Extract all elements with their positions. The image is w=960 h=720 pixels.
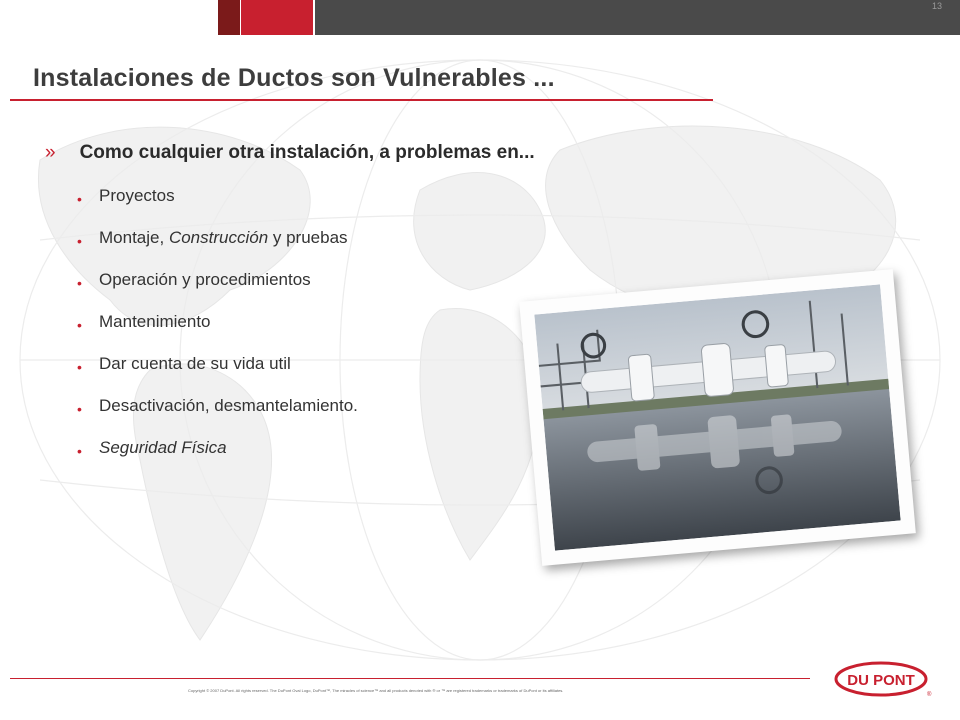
bullet-dot-icon: •: [77, 233, 82, 249]
registered-mark: ®: [927, 692, 932, 698]
top-bar: [0, 0, 960, 35]
bullet-dot-icon: •: [77, 443, 82, 459]
bullet-item-seguridad-fisica: [75, 435, 358, 477]
bullet-text: Desactivación, desmantelamiento.: [99, 396, 358, 415]
lead-point: [45, 142, 535, 164]
bullet-text: Mantenimiento: [99, 312, 211, 331]
bullet-item-vida-util: [75, 351, 358, 393]
lead-point-text: Como cualquier otra instalación, a problemas en...: [79, 142, 535, 163]
bullet-dot-icon: •: [77, 275, 82, 291]
bullet-dot-icon: •: [77, 317, 82, 333]
photo-frame: [519, 269, 916, 566]
bullet-dot-icon: •: [77, 401, 82, 417]
footer-rule: [10, 678, 810, 679]
bullet-dot-icon: •: [77, 191, 82, 207]
bullet-text: Dar cuenta de su vida util: [99, 354, 291, 373]
top-bar-dark-red-block: [218, 0, 240, 35]
page-number: 13: [931, 1, 942, 11]
bullet-dot-icon: •: [77, 359, 82, 375]
pipeline-photo: [519, 269, 916, 566]
pipeline-flooded-photo: [534, 284, 900, 550]
chevron-marker-icon: »: [45, 142, 56, 163]
dupont-logo: [833, 660, 933, 698]
bullet-text: Proyectos: [99, 186, 175, 205]
top-bar-gray-block: [315, 0, 960, 35]
slide-title: Instalaciones de Ductos son Vulnerables ...: [33, 64, 555, 92]
bullet-item-desactivacion: [75, 393, 358, 435]
bullet-text-tail: y pruebas: [268, 228, 348, 247]
bullet-item-montaje: [75, 225, 358, 267]
title-underline: [10, 99, 713, 101]
bullet-item-proyectos: [75, 183, 358, 225]
bullet-item-mantenimiento: [75, 309, 358, 351]
bullet-text: Operación y procedimientos: [99, 270, 311, 289]
bullet-text-italic: Seguridad Física: [99, 438, 227, 457]
bullet-text: Montaje,: [99, 228, 169, 247]
logo-wordmark: DU PONT: [847, 672, 915, 689]
top-bar-red-block: [241, 0, 313, 35]
bullet-item-operacion: [75, 267, 358, 309]
bullet-list: [75, 183, 358, 477]
bullet-text-italic: Construcción: [168, 228, 269, 247]
copyright-notice: Copyright © 2007 DuPont. All rights reserved. The DuPont Oval Logo, DuPont™, The miracles of science™ and all products denoted with ® or ™ are registered trademarks or trademarks of DuPont or its affiliates.: [188, 688, 564, 693]
